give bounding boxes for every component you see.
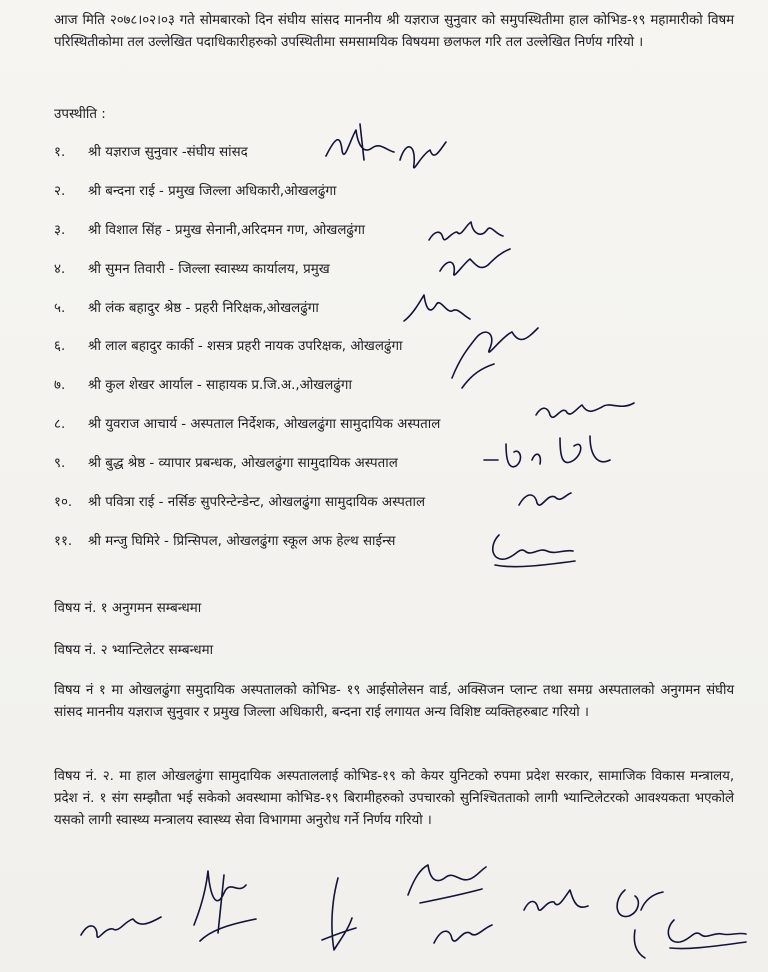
attendee-item [54,247,754,286]
attendee-number: १. [54,145,66,160]
attendee-item [54,441,754,480]
attendee-item [54,208,754,247]
attendee-number: ४. [54,261,66,277]
attendee-text: श्री युवराज आचार्य - अस्पताल निर्देशक, ओखलढुंगा सामुदायिक अस्पताल [88,417,441,433]
intro-paragraph: आज मिति २०७८।०२।०३ गते सोमबारको दिन संघीय सांसद माननीय श्री यज्ञराज सुनुवार को समुपस्थितीमा हाल कोभिड-१९ महामारीको विषम परिस्थितीकोमा तल उल्लेखित पदाधिकारीहरुको उपस्थितीमा समसामयिक विषयमा छलफल गरि तल उल्लेखित निर्णय गरियो । [54,13,734,50]
signature-image [430,915,500,955]
signature-image [312,870,362,965]
attendee-item [54,363,754,402]
decision-one-paragraph: विषय नं १ मा ओखलढुंगा समुदायिक अस्पतालको कोभिड- १९ आईसोलेसन वार्ड, अक्सिजन प्लान्ट तथा समग्र अस्पतालको अनुगमन संघीय सांसद माननीय यज्ञराज सुनुवार र प्रमुख जिल्ला अधिकारी, बन्दना राई लगायत अन्य विशिष्ट व्यक्तिहरुबाट गरियो । [54,683,734,720]
attendee-text: श्री सुमन तिवारी - जिल्ला स्वास्थ्य कार्यालय, प्रमुख [88,261,330,277]
attendee-number: ८. [54,417,66,433]
attendee-number: २. [54,183,66,199]
signature-image [400,855,490,910]
attendance-label: उपस्थीति : [54,107,106,122]
signature-image [320,120,470,180]
attendee-text: श्री पवित्रा राई - नर्सिङ सुपरिन्टेन्डेन्ट, ओखलढुंगा सामुदायिक अस्पताल [88,495,426,511]
attendee-item [54,480,754,519]
attendee-text: श्री लाल बहादुर कार्की - शसत्र प्रहरी नायक उपरिक्षक, ओखलढुंगा [88,339,403,355]
attendee-number: ३. [54,222,66,238]
subject-one: विषय नं. १ अनुगमन सम्बन्धमा [54,601,202,616]
signature-image [660,910,750,955]
attendee-text: श्री यज्ञराज सुनुवार -संघीय सांसद [88,145,248,160]
signature-image [75,905,170,950]
signature-image [530,393,645,433]
signature-image [485,525,580,570]
attendee-number: ६. [54,339,66,355]
signature-image [434,245,524,285]
attendee-text: श्री कुल शेखर आर्याल - साहायक प्र.जि.अ.,ओखलढुंगा [88,378,352,394]
signature-image [480,430,630,480]
attendee-list [54,130,754,558]
attendee-text: श्री मन्जु घिमिरे - प्रिन्सिपल, ओखलढुंगा स्कूल अफ हेल्थ साईन्स [88,533,396,549]
attendee-number: १०. [54,495,73,511]
signature-image [180,855,270,945]
attendee-item [54,324,754,363]
signature-image [515,485,575,515]
signature-image [442,318,552,393]
attendee-number: ९. [54,456,66,472]
attendee-text: श्री लंक बहादुर श्रेष्ठ - प्रहरी निरिक्षक,ओखलढुंगा [88,300,319,316]
signature-image [518,880,593,930]
decision-two-paragraph: विषय नं. २. मा हाल ओखलढुंगा सामुदायिक अस्पताललाई कोभिड-१९ को केयर युनिटको रुपमा प्रदेश सरकार, सामाजिक विकास मन्त्रालय, प्रदेश नं. १ संग सम्झौता भई सकेको अवस्थामा कोभिड-१९ बिरामीहरुको उपचारको सुनिश्चितताको लागी भ्यान्टिलेटरको आवश्यकता भएकोले यसको लागी स्वास्थ्य मन्त्रालय स्वास्थ्य सेवा विभागमा अनुरोध गर्ने निर्णय गरियो । [54,769,734,828]
attendee-text: श्री बन्दना राई - प्रमुख जिल्ला अधिकारी,ओखलढुंगा [88,183,337,199]
attendee-number: ५. [54,300,66,316]
attendee-item [54,402,754,441]
attendee-text: श्री विशाल सिंह - प्रमुख सेनानी,अरिदमन गण, ओखलढुंगा [88,222,365,238]
attendee-item [54,519,754,558]
attendee-text: श्री बुद्ध श्रेष्ठ - व्यापार प्रबन्धक, ओखलढुंगा सामुदायिक अस्पताल [88,456,398,472]
attendee-number: ११. [54,533,73,549]
subject-two: विषय नं. २ भ्यान्टिलेटर सम्बन्धमा [54,643,214,658]
attendee-number: ७. [54,378,66,394]
